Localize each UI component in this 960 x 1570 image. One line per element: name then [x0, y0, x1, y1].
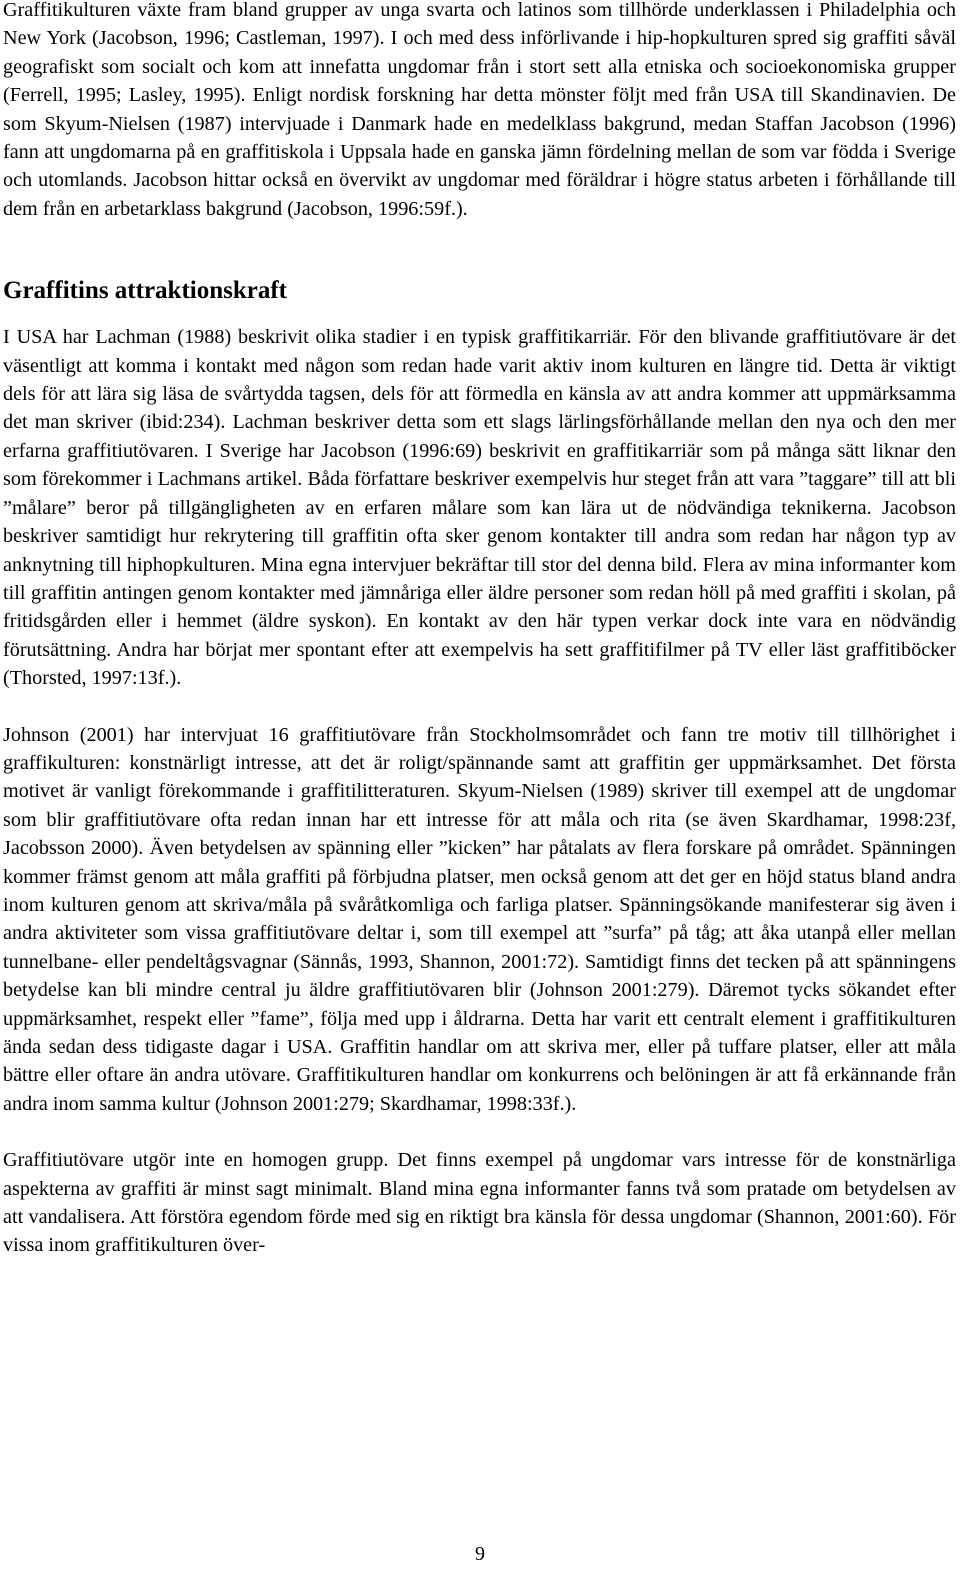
body-paragraph: Johnson (2001) har intervjuat 16 graffitiutövare från Stockholmsområdet och fann tre motiv till tillhörighet i graffikulturen: konstnärligt intresse, att det är roligt/spännande samt att graffitin ger uppmärksamhet. Det första motivet är vanligt förekommande i graffitilitteraturen. Skyum-Nielsen (1989) skriver till exempel att de ungdomar som blir graffitiutövare ofta redan innan har ett intresse för att måla och rita (se även Skardhamar, 1998:23f, Jacobsson 2000). Även betydelsen av spänning eller ”kicken” har påtalats av flera forskare på området. Spänningen kommer främst genom att måla graffiti på förbjudna platser, men också genom att det ger en höjd status bland andra inom kulturen genom att skriva/måla på svåråtkomliga och farliga platser. Spänningsökande manifesterar sig även i andra aktiviteter som vissa graffitiutövare deltar i, som till exempel att ”surfa” på tåg; att åka utanpå eller mellan tunnelbane- eller pendeltågsvagnar (Sännås, 1993, Shannon, 2001:72). Samtidigt finns det tecken på att spänningens betydelse kan bli mindre central ju äldre graffitiutövaren blir (Johnson 2001:279). Däremot tycks sökandet efter uppmärksamhet, respekt eller ”fame”, följa med upp i åldrarna. Detta har varit ett centralt element i graffitikulturen ända sedan dess tidigaste dagar i USA. Graffitin handlar om att skriva mer, eller på tuffare platser, eller att måla bättre eller oftare än andra utövare. Graffitikulturen handlar om konkurrens och belöningen är att få erkännande från andra inom samma kultur (Johnson 2001:279; Skardhamar, 1998:33f.).: [3, 723, 956, 1115]
document-page: [3, 0, 956, 1260]
body-paragraph: Graffitiutövare utgör inte en homogen grupp. Det finns exempel på ungdomar vars intresse för de konstnärliga aspekterna av graffiti är minst sagt minimalt. Bland mina egna informanter fanns två som pratade om betydelsen av att vandalisera. Att förstöra egendom förde med sig en riktigt bra känsla för dessa ungdomar (Shannon, 2001:60). För vissa inom graffitikulturen över-: [3, 1149, 956, 1257]
body-paragraph: Graffitikulturen växte fram bland grupper av unga svarta och latinos som tillhörde underklassen i Philadelphia och New York (Jacobson, 1996; Castleman, 1997). I och med dess införlivande i hip-hopkulturen spred sig graffiti såväl geografiskt som socialt och kom att innefatta ungdomar från i stort sett alla etniska och socioekonomiska grupper (Ferrell, 1995; Lasley, 1995). Enligt nordisk forskning har detta mönster följt med från USA till Skandinavien. De som Skyum-Nielsen (1987) intervjuade i Danmark hade en medelklass bakgrund, medan Staffan Jacobson (1996) fann att ungdomarna på en graffitiskola i Uppsala hade en ganska jämn fördelning mellan de som var födda i Sverige och utomlands. Jacobson hittar också en övervikt av ungdomar med föräldrar i högre status arbeten i förhållande till dem från en arbetarklass bakgrund (Jacobson, 1996:59f.).: [3, 0, 956, 220]
section-heading: Graffitins attraktionskraft: [3, 277, 287, 305]
body-paragraph: I USA har Lachman (1988) beskrivit olika stadier i en typisk graffitikarriär. För den blivande graffitiutövare är det väsentligt att komma i kontakt med någon som redan hade varit aktiv inom kulturen en längre tid. Detta är viktigt dels för att lära sig läsa de svårtydda tagsen, dels för att förmedla en känsla av att andra kommer att uppmärksamma det man skriver (ibid:234). Lachman beskriver detta som ett slags lärlingsförhållande mellan den nya och den mer erfarna graffitiutövaren. I Sverige har Jacobson (1996:69) beskrivit en graffitikarriär som på många sätt liknar den som förekommer i Lachmans artikel. Båda författare beskriver exempelvis hur steget från att vara ”taggare” till att bli ”målare” beror på tillgängligheten av en erfaren målare som kan lära ut de nödvändiga teknikerna. Jacobson beskriver samtidigt hur rekrytering till graffitin ofta sker genom kontakter till andra som redan har någon typ av anknytning till hiphopkulturen. Mina egna intervjuer bekräftar till stor del denna bild. Flera av mina informanter kom till graffitin antingen genom kontakter med jämnåriga eller äldre personer som redan höll på med graffiti i skolan, på fritidsgården eller i hemmet (äldre syskon). En kontakt av den här typen verkar dock inte vara en nödvändig förutsättning. Andra har börjat mer spontant efter att exempelvis ha sett graffitifilmer på TV eller läst graffitiböcker (Thorsted, 1997:13f.).: [3, 326, 956, 690]
page-number: 9: [475, 1543, 485, 1565]
